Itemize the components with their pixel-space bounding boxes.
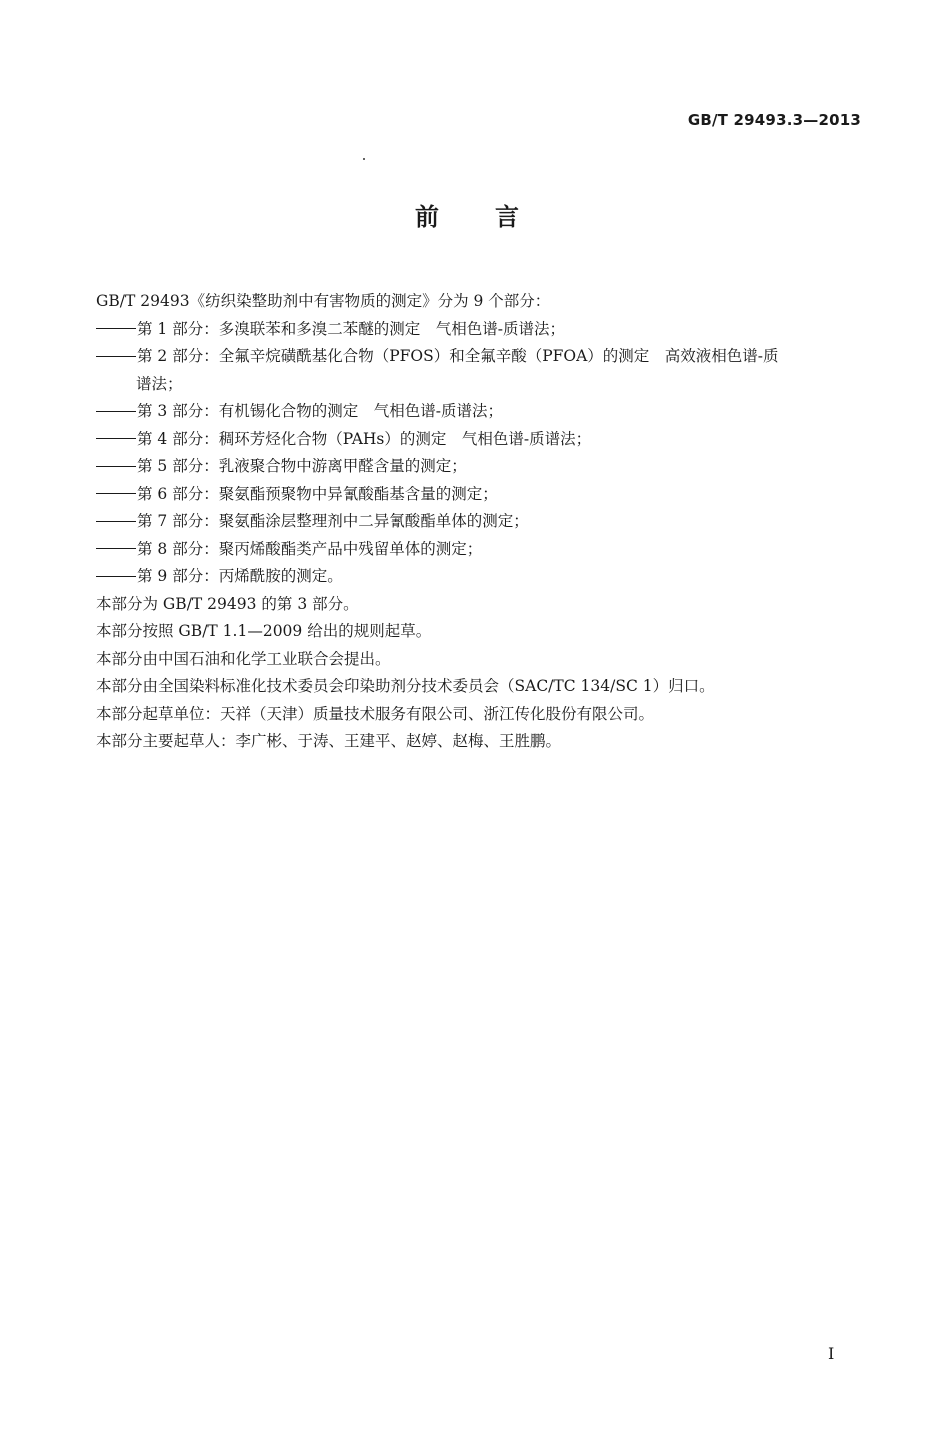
standard-number: GB/T 29493.3—2013: [687, 111, 861, 129]
list-item-text: 第 3 部分：有机锡化合物的测定 气相色谱-质谱法；: [137, 402, 503, 420]
dash-icon: [96, 328, 136, 329]
list-item-text: 第 8 部分：聚丙烯酸酯类产品中残留单体的测定；: [137, 539, 483, 558]
statement-paragraph: 本部分主要起草人：李广彬、于涛、王建平、赵婷、赵梅、王胜鹏。: [96, 732, 562, 750]
list-item: [96, 508, 866, 536]
list-item-text: 第 4 部分：稠环芳烃化合物（PAHs）的测定 气相色谱-质谱法；: [137, 429, 592, 448]
dash-icon: [96, 411, 136, 412]
dash-icon: [96, 521, 136, 522]
list-item-text: 第 1 部分：多溴联苯和多溴二苯醚的测定 气相色谱-质谱法；: [137, 319, 565, 338]
dash-icon: [96, 493, 136, 494]
list-item: [96, 481, 866, 509]
list-item: [96, 316, 866, 344]
dash-icon: [96, 466, 136, 467]
dash-icon: [96, 576, 136, 577]
statement-paragraph: 本部分起草单位：天祥（天津）质量技术服务有限公司、浙江传化股份有限公司。: [96, 704, 655, 723]
dash-icon: [96, 356, 136, 357]
list-item-continuation: 谱法；: [136, 374, 183, 393]
list-item-text: 第 2 部分：全氟辛烷磺酰基化合物（PFOS）和全氟辛酸（PFOA）的测定 高效液相色谱-质: [137, 347, 779, 365]
list-item-text: 第 7 部分：聚氨酯涂层整理剂中二异氰酸酯单体的测定；: [137, 512, 529, 530]
list-item: [96, 536, 866, 564]
list-item-text: 第 9 部分：丙烯酰胺的测定。: [137, 567, 343, 585]
statement-paragraph: 本部分为 GB/T 29493 的第 3 部分。: [96, 594, 359, 613]
list-item-text: 第 6 部分：聚氨酯预聚物中异氰酸酯基含量的测定；: [137, 484, 498, 503]
page-number: I: [828, 1344, 835, 1363]
list-item: [96, 343, 866, 371]
dash-icon: [96, 438, 136, 439]
document-body: [96, 288, 866, 756]
decorative-dot: [363, 158, 365, 160]
statement-paragraph: 本部分由中国石油和化学工业联合会提出。: [96, 649, 391, 668]
list-item: [96, 453, 866, 481]
dash-icon: [96, 548, 136, 549]
list-item: [96, 398, 866, 426]
statement-paragraph: 本部分由全国染料标准化技术委员会印染助剂分技术委员会（SAC/TC 134/SC 1）归口。: [96, 677, 715, 695]
statement-paragraph: 本部分按照 GB/T 1.1—2009 给出的规则起草。: [96, 622, 432, 640]
list-item: [96, 426, 866, 454]
intro-paragraph: GB/T 29493《纺织染整助剂中有害物质的测定》分为 9 个部分：: [96, 292, 551, 310]
page-title: 前言: [415, 203, 575, 231]
list-item-text: 第 5 部分：乳液聚合物中游离甲醛含量的测定；: [137, 457, 467, 475]
list-item: [96, 563, 866, 591]
